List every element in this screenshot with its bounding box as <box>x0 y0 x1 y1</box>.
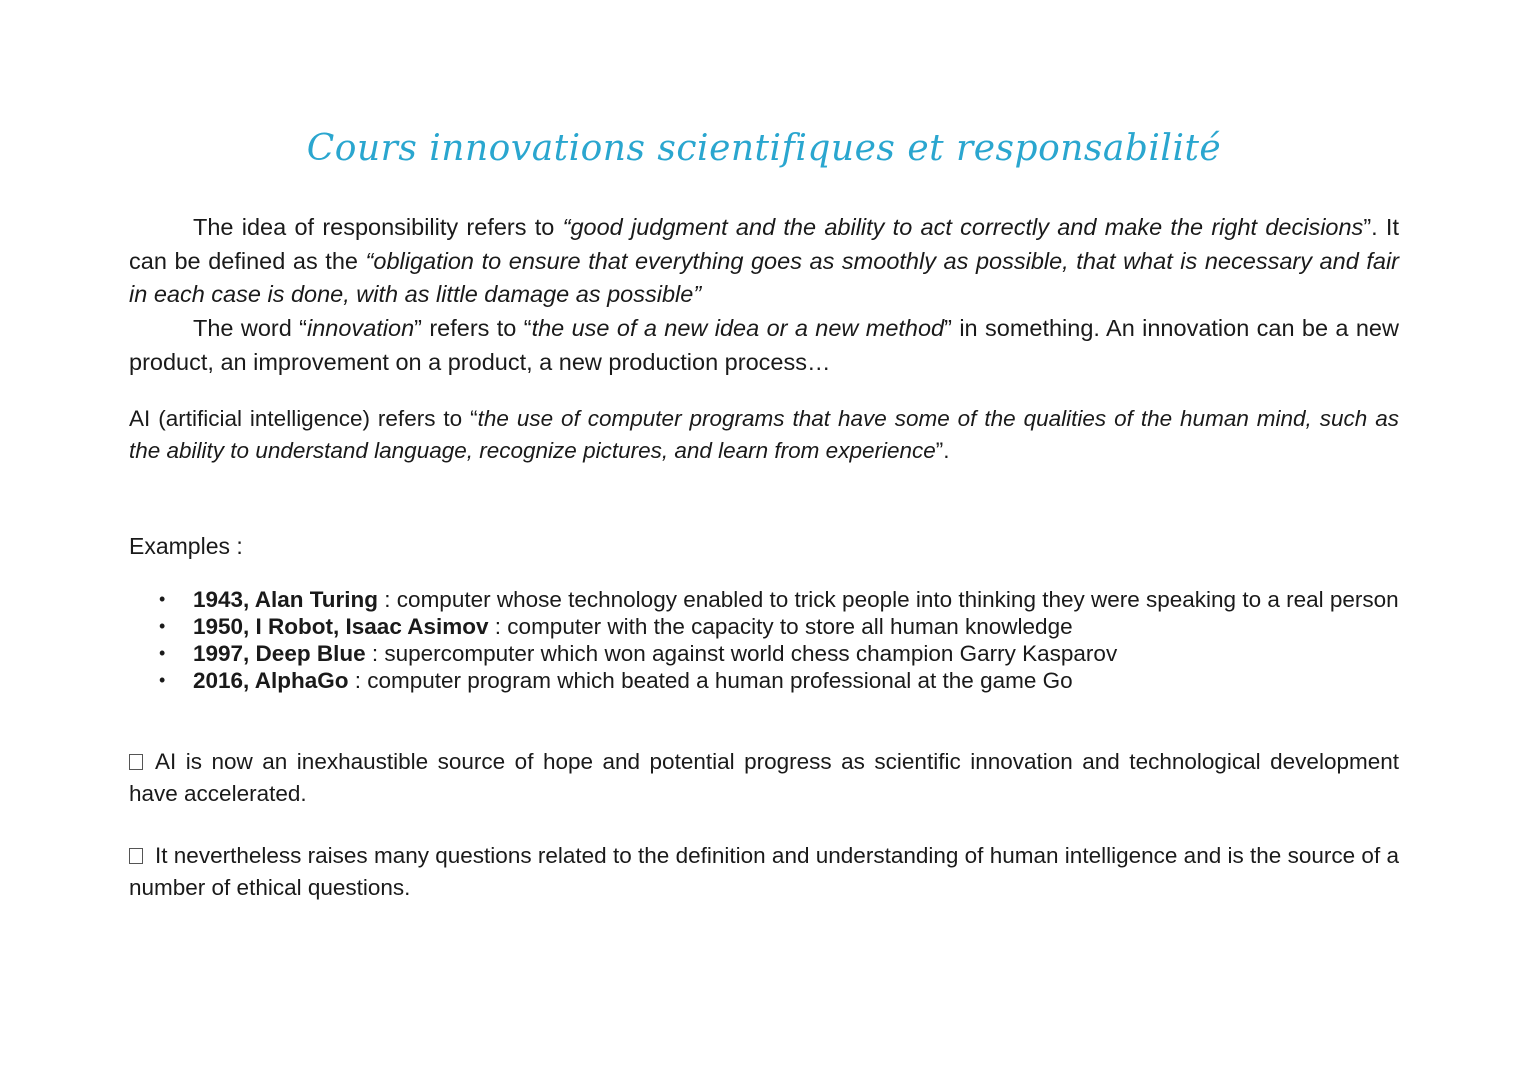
list-item <box>129 613 1399 640</box>
example-title: 2016, AlphaGo <box>193 668 349 693</box>
example-title: 1950, I Robot, Isaac Asimov <box>193 614 489 639</box>
p1-text-a: The idea of responsibility refers to <box>193 214 563 240</box>
bullet-icon: • <box>159 616 166 636</box>
p2-text-a: The word “ <box>193 315 307 341</box>
p3-quote: the use of computer programs that have some of the qualities of the human mind, such as the ability to understand language, recognize pictures, and learn from experience <box>129 406 1399 463</box>
paragraph-innovation <box>129 312 1399 379</box>
examples-list <box>129 586 1399 694</box>
document-page <box>129 0 1399 1080</box>
example-text: : computer with the capacity to store all human knowledge <box>488 614 1073 639</box>
p1-quote-2: “obligation to ensure that everything goes as smoothly as possible, that what is necessary and fair in each case is done, with as little damage as possible” <box>129 247 1399 307</box>
page-title: Cours innovations scientifiques et responsabilité <box>306 128 1222 169</box>
examples-heading: Examples : <box>129 533 243 559</box>
example-title: 1997, Deep Blue <box>193 641 366 666</box>
p5-text: It nevertheless raises many questions related to the definition and understanding of human intelligence and is the source of a number of ethical questions. <box>129 843 1399 900</box>
paragraph-ai-definition <box>129 403 1399 466</box>
bullet-icon: • <box>159 643 166 663</box>
example-text: : computer program which beated a human professional at the game Go <box>348 668 1073 693</box>
list-item <box>129 640 1399 667</box>
example-text: : supercomputer which won against world chess champion Garry Kasparov <box>365 641 1118 666</box>
checkbox-icon <box>129 848 143 864</box>
p3-text-c: ”. <box>935 437 950 463</box>
bullet-icon: • <box>159 670 166 690</box>
p2-text-c: ” refers to “ <box>414 315 532 341</box>
p2-quote: the use of a new idea or a new method <box>531 315 945 341</box>
bullet-icon: • <box>159 589 166 609</box>
list-item <box>129 667 1399 694</box>
list-item <box>129 586 1399 613</box>
paragraph-hope <box>129 746 1399 810</box>
example-text: : computer whose technology enabled to trick people into thinking they were speaking to a real person <box>378 587 1399 612</box>
p2-text-e: ” in something. An innovation can be a new product, an improvement on a product, a new production process… <box>129 315 1399 375</box>
checkbox-icon <box>129 754 143 770</box>
example-title: 1943, Alan Turing <box>193 587 379 612</box>
p4-text: AI is now an inexhaustible source of hope and potential progress as scientific innovation and technological development have accelerated. <box>129 749 1399 806</box>
p2-term: innovation <box>307 315 415 341</box>
p1-text-c: ”. It can be defined as the <box>129 214 1399 274</box>
paragraph-responsibility <box>129 211 1399 312</box>
p1-quote-1: “good judgment and the ability to act correctly and make the right decisions <box>562 214 1364 240</box>
paragraph-questions <box>129 840 1399 904</box>
p3-text-a: AI (artificial intelligence) refers to “ <box>129 406 478 431</box>
